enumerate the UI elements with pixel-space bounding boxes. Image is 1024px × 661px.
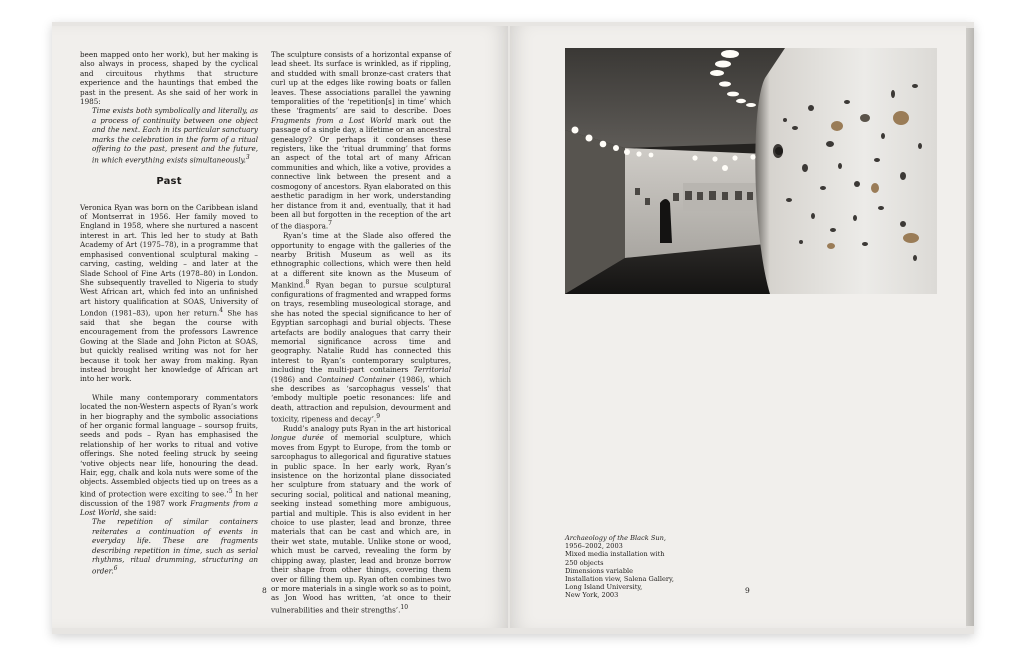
installation-photo xyxy=(565,48,937,294)
left-column-2 xyxy=(271,50,451,615)
page-number-right: 9 xyxy=(745,586,750,595)
paragraph: Ryan’s time at the Slade also offered the opportunity to engage with the galleries of the nearby British Museum as well as its ethnographic collections, which were then held at a different site known as the Museum of Mankind.$^8$ Ryan began to pursue sculptural configurations of fragmented and wrapped forms on trays, resembling museological storage, and she has noted the special significance to her of Egyptian sarcophagi and burial objects. These artefacts are bodily analogues that carry their memorial significance across time and geography. Natalie Rudd has connected this interest to Ryan’s contemporary sculptures, including the multi-part containers Territorial (1986) and Contained Container (1986), which she describes as ‘sarcophagus vessels’ that ‘embody multiple poetic resonances: life and death, attraction and repulsion, devourment and toxicity, ripeness and decay’.$^9$ xyxy=(271,231,451,424)
paragraph: Veronica Ryan was born on the Caribbean island of Montserrat in 1956. Her family moved to England in 1958, where she nurtured a nascent interest in art. This led her to study at Bath Academy of Art (1975–78), in a programme that emphasised conventional sculptural making – carving, casting, welding – and later at the Slade School of Fine Arts (1978–80) in London. She subsequently travelled to Nigeria to study West African art, which fed into an unfinished art history qualification at SOAS, University of London (1981–83), upon her return.$^4$ She has said that she began the course with encouragement from the professors Lawrence Gowing at the Slade and John Picton at SOAS, but quickly realised writing was not for her because it took her away from making. Ryan instead brought her knowledge of African art into her work. xyxy=(80,202,258,384)
paragraph: While many contemporary commentators located the non-Western aspects of Ryan’s work in her biography and the symbolic associations of her organic formal language – soursop fruits, seeds and pods – Ryan has emphasised the relationship of her works to ritual and votive offerings. She noted feeling struck by seeing ‘votive objects near life, honouring the dead. Hair, egg, chalk and kola nuts were some of the objects. Assembled objects tied up on trees as a kind of protection were exciting to see.’$^5$ In her discussion of the 1987 work Fragments from a Lost World, she said: xyxy=(80,392,258,518)
quote-block-2: The repetition of similar containers reiterates a continuation of events in everyday life. These are fragments describing repetition in time, such as serial rhythms, ritual drumming, structuring an order.$^6$ xyxy=(92,517,258,576)
installation-photo-image xyxy=(565,48,937,294)
photo-caption: Archaeology of the Black Sun, 1956–2002, 2003 Mixed media installation with 250 objects Dimensions variable Installation view, Salena Gallery, Long Island University, New York, 2003 xyxy=(565,534,674,600)
section-heading: Past xyxy=(156,176,182,188)
quote-block-1: Time exists both symbolically and literally, as a process of continuity between one object and the next. Each in its particular sanctuary marks the celebration in the form of a ritual offering to the past, present and the future, in which everything exists simultaneously.$^3$ xyxy=(92,106,258,165)
page-number-left: 8 xyxy=(262,586,267,595)
left-column-1 xyxy=(80,50,258,576)
paragraph: Rudd’s analogy puts Ryan in the art historical longue durée of memorial sculpture, which moves from Egypt to Europe, from the tomb or sarcophagus to allegorical and figurative statues in public space. In her early work, Ryan’s insistence on the horizontal plane dissociated her sculpture from statuary and the work of securing social, political and national meaning, seeking instead something more ambiguous, partial and multiple. This is also evident in her choice to use plaster, lead and bronze, three materials that can be cast and which are, in their wet state, mutable. Unlike stone or wood, which must be carved, revealing the form by chipping away, plaster, lead and bronze borrow their shape from other things, covering them over or filling them up. Ryan often combines two or more materials in a single work so as to point, as Jon Wood has written, ‘at once to their vulnerabilities and their strengths’.$^{10}$ xyxy=(271,424,451,615)
paragraph: The sculpture consists of a horizontal expanse of lead sheet. Its surface is wrinkled, as if rippling, and studded with small bronze-cast craters that curl up at the edges like rowing boats or fallen leaves. These associations parallel the yawning temporalities of the ‘repetition[s] in time’ which these ‘fragments’ are said to describe. Does Fragments from a Lost World mark out the passage of a single day, a lifetime or an ancestral genealogy? Or perhaps it condenses these registers, like the ‘ritual drumming’ that forms an aspect of the total art of many African communities and which, like a votive, provides a connective link between the present and a cosmogony of ancestors. Ryan elaborated on this aesthetic paradigm in her work, understanding her distance from it and, eventually, that it had been all but forgotten in the reception of the art of the diaspora.$^7$ xyxy=(271,50,451,231)
page-edge xyxy=(966,28,974,626)
opening-paragraph: been mapped onto her work), but her making is also always in process, shaped by the cyclical and circuitous rhythms that structure experience and the hauntings that embed the past in the present. As she said of her work in 1985: xyxy=(80,50,258,107)
